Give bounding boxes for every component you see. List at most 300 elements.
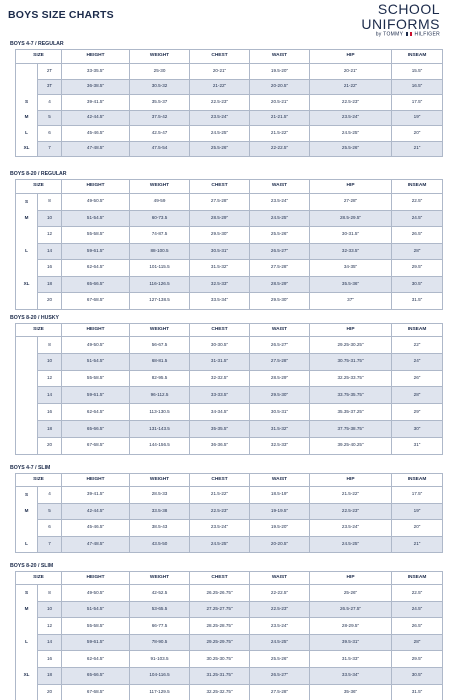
hip-cell: 22.5-23": [310, 95, 392, 111]
size-cell: 10: [38, 210, 62, 227]
weight-cell: 43.5-50: [130, 536, 190, 553]
waist-cell: 20-20.5": [250, 79, 310, 95]
inseam-cell: 24.5": [392, 210, 443, 227]
section-title: BOYS 8-20 / HUSKY: [10, 315, 60, 321]
table-row: [16, 260, 443, 277]
size-cell: 16: [38, 404, 62, 421]
height-cell: 55-58.5": [62, 370, 130, 387]
column-header: WEIGHT: [130, 474, 190, 487]
waist-cell: 26.5-27": [250, 667, 310, 684]
table-header-row: [16, 50, 443, 64]
size-group-cell: L: [16, 536, 38, 553]
section-title: BOYS 8-20 / REGULAR: [10, 171, 67, 177]
hip-cell: 26.5-27.5": [310, 601, 392, 618]
table-row: [16, 404, 443, 421]
waist-cell: 22-22.5": [250, 585, 310, 602]
weight-cell: 91-103.5: [130, 651, 190, 668]
size-cell: 5: [38, 503, 62, 520]
size-chart-section: [0, 464, 450, 553]
table-row: [16, 618, 443, 635]
column-header: WEIGHT: [130, 324, 190, 337]
weight-cell: 78-90.5: [130, 634, 190, 651]
height-cell: 65-66.5": [62, 420, 130, 437]
height-cell: 65-66.5": [62, 276, 130, 293]
size-group-cell: [16, 293, 38, 310]
brand-logo: [361, 2, 440, 37]
waist-cell: 19-19.5": [250, 503, 310, 520]
hip-cell: 35-36": [310, 684, 392, 700]
weight-cell: 88-100.5: [130, 243, 190, 260]
size-group-cell: [16, 651, 38, 668]
chest-cell: 31.5-32": [190, 260, 250, 277]
chest-cell: 20-21": [190, 64, 250, 80]
hip-cell: 24.5-25": [310, 126, 392, 142]
size-cell: 10: [38, 601, 62, 618]
size-cell: 20: [38, 437, 62, 454]
column-header: CHEST: [190, 572, 250, 585]
inseam-cell: 30.5": [392, 276, 443, 293]
weight-cell: 127-138.5: [130, 293, 190, 310]
table-header-row: [16, 572, 443, 585]
size-cell: 16: [38, 260, 62, 277]
inseam-cell: 28": [392, 387, 443, 404]
logo-line-3: [361, 32, 440, 37]
size-group-cell: [16, 227, 38, 244]
hip-cell: 29.25-30.25": [310, 337, 392, 354]
weight-cell: 42-52.5: [130, 585, 190, 602]
table-row: [16, 585, 443, 602]
hip-cell: 27-28": [310, 194, 392, 211]
size-chart-section: [0, 314, 450, 455]
column-header: SIZE: [16, 50, 62, 64]
height-cell: 49-50.5": [62, 337, 130, 354]
table-row: [16, 601, 443, 618]
chest-cell: 24.5-25": [190, 536, 250, 553]
inseam-cell: 24": [392, 353, 443, 370]
chest-cell: 31-31.5": [190, 353, 250, 370]
inseam-cell: 19": [392, 503, 443, 520]
column-header: WAIST: [250, 572, 310, 585]
size-cell: 14: [38, 634, 62, 651]
waist-cell: 29.5-30": [250, 387, 310, 404]
table-row: [16, 437, 443, 454]
height-cell: 42-44.5": [62, 110, 130, 126]
size-cell: 18: [38, 420, 62, 437]
inseam-cell: 31.5": [392, 684, 443, 700]
column-header: INSEAM: [392, 324, 443, 337]
height-cell: 59-61.5": [62, 387, 130, 404]
size-cell: 2T: [38, 64, 62, 80]
section-title: BOYS 4-7 / REGULAR: [10, 41, 64, 47]
chest-cell: 28.25-28.75": [190, 618, 250, 635]
weight-cell: 38.5-43: [130, 520, 190, 537]
size-group-cell: [16, 437, 38, 454]
height-cell: 67-68.5": [62, 437, 130, 454]
waist-cell: 21-21.5": [250, 110, 310, 126]
waist-cell: 25.5-26": [250, 651, 310, 668]
height-cell: 51-54.5": [62, 210, 130, 227]
hip-cell: 28.5-29.5": [310, 210, 392, 227]
weight-cell: 37.5-42: [130, 110, 190, 126]
height-cell: 55-58.5": [62, 618, 130, 635]
weight-cell: 82-95.5: [130, 370, 190, 387]
size-cell: 12: [38, 370, 62, 387]
inseam-cell: 22": [392, 337, 443, 354]
size-cell: 14: [38, 243, 62, 260]
size-cell: 4: [38, 95, 62, 111]
size-chart-section: [0, 40, 450, 157]
height-cell: 55-58.5": [62, 227, 130, 244]
height-cell: 42-44.5": [62, 503, 130, 520]
size-group-cell: [16, 64, 38, 80]
column-header: HIP: [310, 572, 392, 585]
height-cell: 67-68.5": [62, 684, 130, 700]
inseam-cell: 24.5": [392, 601, 443, 618]
logo-by-tommy: by TOMMY: [375, 31, 404, 38]
chest-cell: 21-22": [190, 79, 250, 95]
inseam-cell: 22.5": [392, 585, 443, 602]
table-header-row: [16, 180, 443, 194]
column-header: HEIGHT: [62, 324, 130, 337]
hip-cell: 37.75-38.75": [310, 420, 392, 437]
size-group-cell: XL: [16, 141, 38, 157]
size-table: [15, 49, 443, 157]
size-group-cell: [16, 387, 38, 404]
size-cell: 4: [38, 487, 62, 504]
weight-cell: 68-81.5: [130, 353, 190, 370]
height-cell: 51-54.5": [62, 601, 130, 618]
table-row: [16, 667, 443, 684]
weight-cell: 101-115.5: [130, 260, 190, 277]
inseam-cell: 30.5": [392, 667, 443, 684]
hip-cell: 34-35": [310, 260, 392, 277]
size-group-cell: [16, 260, 38, 277]
table-row: [16, 684, 443, 700]
weight-cell: 56-67.5: [130, 337, 190, 354]
chest-cell: 34-34.5": [190, 404, 250, 421]
height-cell: 59-61.5": [62, 243, 130, 260]
column-header: HIP: [310, 474, 392, 487]
size-group-cell: M: [16, 503, 38, 520]
logo-hilfiger: HILFIGER: [414, 31, 440, 38]
inseam-cell: 21": [392, 141, 443, 157]
chest-cell: 30-30.5": [190, 337, 250, 354]
table-row: [16, 141, 443, 157]
chest-cell: 26.25-26.75": [190, 585, 250, 602]
column-header: HIP: [310, 50, 392, 64]
chest-cell: 32.25-32.75": [190, 684, 250, 700]
table-row: [16, 503, 443, 520]
column-header: WAIST: [250, 180, 310, 194]
waist-cell: 27.5-28": [250, 684, 310, 700]
table-row: [16, 651, 443, 668]
section-title: BOYS 4-7 / SLIM: [10, 465, 51, 471]
size-cell: 16: [38, 651, 62, 668]
inseam-cell: 26.5": [392, 618, 443, 635]
size-cell: 6: [38, 126, 62, 142]
column-header: INSEAM: [392, 572, 443, 585]
column-header: CHEST: [190, 324, 250, 337]
hip-cell: 31.5-33": [310, 651, 392, 668]
chest-cell: 25.5-26": [190, 141, 250, 157]
table-row: [16, 126, 443, 142]
hip-cell: 24.5-25": [310, 536, 392, 553]
hip-cell: 39.25-40.25": [310, 437, 392, 454]
size-group-cell: [16, 404, 38, 421]
chest-cell: 22.5-23": [190, 95, 250, 111]
chest-cell: 21.5-22": [190, 487, 250, 504]
size-cell: 12: [38, 227, 62, 244]
weight-cell: 104-116.5: [130, 667, 190, 684]
inseam-cell: 22.5": [392, 194, 443, 211]
weight-cell: 74-87.5: [130, 227, 190, 244]
size-group-cell: S: [16, 95, 38, 111]
column-header: INSEAM: [392, 474, 443, 487]
column-header: HIP: [310, 180, 392, 194]
size-table: [15, 571, 443, 700]
waist-cell: 21.5-22": [250, 126, 310, 142]
size-cell: 3T: [38, 79, 62, 95]
table-row: [16, 293, 443, 310]
waist-cell: 23.5-24": [250, 194, 310, 211]
inseam-cell: 29.5": [392, 260, 443, 277]
weight-cell: 131-143.5: [130, 420, 190, 437]
inseam-cell: 31.5": [392, 293, 443, 310]
size-group-cell: [16, 370, 38, 387]
size-cell: 20: [38, 293, 62, 310]
waist-cell: 26.5-27": [250, 243, 310, 260]
hip-cell: 25.5-26": [310, 141, 392, 157]
table-row: [16, 536, 443, 553]
chest-cell: 27.5-28": [190, 194, 250, 211]
waist-cell: 27.5-28": [250, 260, 310, 277]
size-cell: 7: [38, 536, 62, 553]
height-cell: 67-68.5": [62, 293, 130, 310]
hip-cell: 21.5-22": [310, 487, 392, 504]
column-header: WEIGHT: [130, 50, 190, 64]
height-cell: 45-46.5": [62, 126, 130, 142]
column-header: HEIGHT: [62, 180, 130, 194]
column-header: CHEST: [190, 180, 250, 194]
waist-cell: 28.5-29": [250, 276, 310, 293]
logo-line-1: SCHOOL: [377, 1, 440, 17]
table-row: [16, 487, 443, 504]
size-group-cell: L: [16, 126, 38, 142]
column-header: WAIST: [250, 50, 310, 64]
weight-cell: 60-73.5: [130, 210, 190, 227]
table-row: [16, 370, 443, 387]
column-header: WEIGHT: [130, 572, 190, 585]
waist-cell: 30.5-31": [250, 404, 310, 421]
size-table: [15, 323, 443, 455]
hip-cell: 32-33.5": [310, 243, 392, 260]
hip-cell: 30-31.5": [310, 227, 392, 244]
column-header: HEIGHT: [62, 572, 130, 585]
height-cell: 47-48.5": [62, 536, 130, 553]
waist-cell: 19.5-20": [250, 520, 310, 537]
weight-cell: 117-129.5: [130, 684, 190, 700]
size-table: [15, 179, 443, 310]
weight-cell: 66-77.5: [130, 618, 190, 635]
size-table: [15, 473, 443, 553]
weight-cell: 35.5-37: [130, 95, 190, 111]
weight-cell: 49-59: [130, 194, 190, 211]
size-cell: 10: [38, 353, 62, 370]
hip-cell: 22.5-23": [310, 503, 392, 520]
column-header: SIZE: [16, 572, 62, 585]
size-cell: 8: [38, 194, 62, 211]
weight-cell: 53-65.5: [130, 601, 190, 618]
column-header: SIZE: [16, 180, 62, 194]
column-header: HEIGHT: [62, 474, 130, 487]
size-chart-section: [0, 170, 450, 310]
inseam-cell: 20": [392, 126, 443, 142]
size-group-cell: S: [16, 194, 38, 211]
weight-cell: 144-156.5: [130, 437, 190, 454]
column-header: CHEST: [190, 50, 250, 64]
chest-cell: 28.5-29": [190, 210, 250, 227]
height-cell: 39-41.5": [62, 487, 130, 504]
size-cell: 18: [38, 667, 62, 684]
chest-cell: 23.5-24": [190, 520, 250, 537]
height-cell: 33-35.5": [62, 64, 130, 80]
waist-cell: 32.5-33": [250, 437, 310, 454]
size-cell: 6: [38, 520, 62, 537]
inseam-cell: 28": [392, 243, 443, 260]
column-header: HIP: [310, 324, 392, 337]
hip-cell: 33.75-35.75": [310, 387, 392, 404]
table-header-row: [16, 474, 443, 487]
size-group-cell: [16, 353, 38, 370]
column-header: INSEAM: [392, 180, 443, 194]
size-group-cell: [16, 618, 38, 635]
waist-cell: 20.5-21": [250, 95, 310, 111]
waist-cell: 22-22.5": [250, 141, 310, 157]
size-group-cell: [16, 684, 38, 700]
waist-cell: 20-20.5": [250, 536, 310, 553]
waist-cell: 29.5-30": [250, 293, 310, 310]
weight-cell: 113-130.5: [130, 404, 190, 421]
height-cell: 49-50.5": [62, 194, 130, 211]
table-row: [16, 276, 443, 293]
chest-cell: 35-35.5": [190, 420, 250, 437]
hip-cell: 33.5-34": [310, 667, 392, 684]
size-group-cell: S: [16, 487, 38, 504]
height-cell: 36-38.5": [62, 79, 130, 95]
logo-line-2: UNIFORMS: [361, 16, 440, 32]
weight-cell: 47.5-54: [130, 141, 190, 157]
inseam-cell: 15.5": [392, 64, 443, 80]
hip-cell: 21-22": [310, 79, 392, 95]
size-cell: 5: [38, 110, 62, 126]
chest-cell: 33.5-34": [190, 293, 250, 310]
height-cell: 62-64.5": [62, 260, 130, 277]
chest-cell: 30.25-30.75": [190, 651, 250, 668]
hip-cell: 23.5-24": [310, 110, 392, 126]
height-cell: 47-48.5": [62, 141, 130, 157]
height-cell: 39-41.5": [62, 95, 130, 111]
column-header: WAIST: [250, 324, 310, 337]
column-header: SIZE: [16, 474, 62, 487]
inseam-cell: 16.5": [392, 79, 443, 95]
weight-cell: 30.5-32: [130, 79, 190, 95]
chest-cell: 32-32.5": [190, 370, 250, 387]
weight-cell: 28.5-33: [130, 487, 190, 504]
column-header: SIZE: [16, 324, 62, 337]
size-group-cell: [16, 520, 38, 537]
table-header-row: [16, 324, 443, 337]
chest-cell: 24.5-25": [190, 126, 250, 142]
table-row: [16, 64, 443, 80]
height-cell: 62-64.5": [62, 404, 130, 421]
size-group-cell: M: [16, 210, 38, 227]
column-header: WEIGHT: [130, 180, 190, 194]
size-cell: 7: [38, 141, 62, 157]
hip-cell: 25-26": [310, 585, 392, 602]
inseam-cell: 17.5": [392, 95, 443, 111]
inseam-cell: 29.5": [392, 651, 443, 668]
waist-cell: 31.5-32": [250, 420, 310, 437]
size-group-cell: L: [16, 634, 38, 651]
chest-cell: 31.25-31.75": [190, 667, 250, 684]
waist-cell: 23.5-24": [250, 618, 310, 635]
height-cell: 51-54.5": [62, 353, 130, 370]
table-row: [16, 387, 443, 404]
size-cell: 12: [38, 618, 62, 635]
inseam-cell: 29": [392, 404, 443, 421]
table-row: [16, 79, 443, 95]
size-group-cell: [16, 420, 38, 437]
table-row: [16, 110, 443, 126]
inseam-cell: 21": [392, 536, 443, 553]
weight-cell: 42.5-47: [130, 126, 190, 142]
size-group-cell: XL: [16, 667, 38, 684]
height-cell: 49-50.5": [62, 585, 130, 602]
hip-cell: 20-21": [310, 64, 392, 80]
size-group-cell: XL: [16, 276, 38, 293]
table-row: [16, 95, 443, 111]
chest-cell: 33-33.5": [190, 387, 250, 404]
chest-cell: 30.5-31": [190, 243, 250, 260]
size-group-cell: M: [16, 601, 38, 618]
height-cell: 65-66.5": [62, 667, 130, 684]
weight-cell: 116-126.5: [130, 276, 190, 293]
inseam-cell: 17.5": [392, 487, 443, 504]
hip-cell: 23.5-24": [310, 520, 392, 537]
column-header: WAIST: [250, 474, 310, 487]
table-row: [16, 353, 443, 370]
table-row: [16, 420, 443, 437]
size-cell: 14: [38, 387, 62, 404]
height-cell: 59-61.5": [62, 634, 130, 651]
waist-cell: 26.5-27": [250, 337, 310, 354]
hip-cell: 28-29.5": [310, 618, 392, 635]
waist-cell: 28.5-29": [250, 370, 310, 387]
size-cell: 8: [38, 585, 62, 602]
inseam-cell: 20": [392, 520, 443, 537]
weight-cell: 33.5-38: [130, 503, 190, 520]
size-cell: 18: [38, 276, 62, 293]
chest-cell: 29.25-29.75": [190, 634, 250, 651]
table-row: [16, 337, 443, 354]
inseam-cell: 26.5": [392, 227, 443, 244]
size-group-cell: [16, 79, 38, 95]
section-title: BOYS 8-20 / SLIM: [10, 563, 54, 569]
hip-cell: 32.25-33.75": [310, 370, 392, 387]
inseam-cell: 28": [392, 634, 443, 651]
table-row: [16, 210, 443, 227]
column-header: INSEAM: [392, 50, 443, 64]
